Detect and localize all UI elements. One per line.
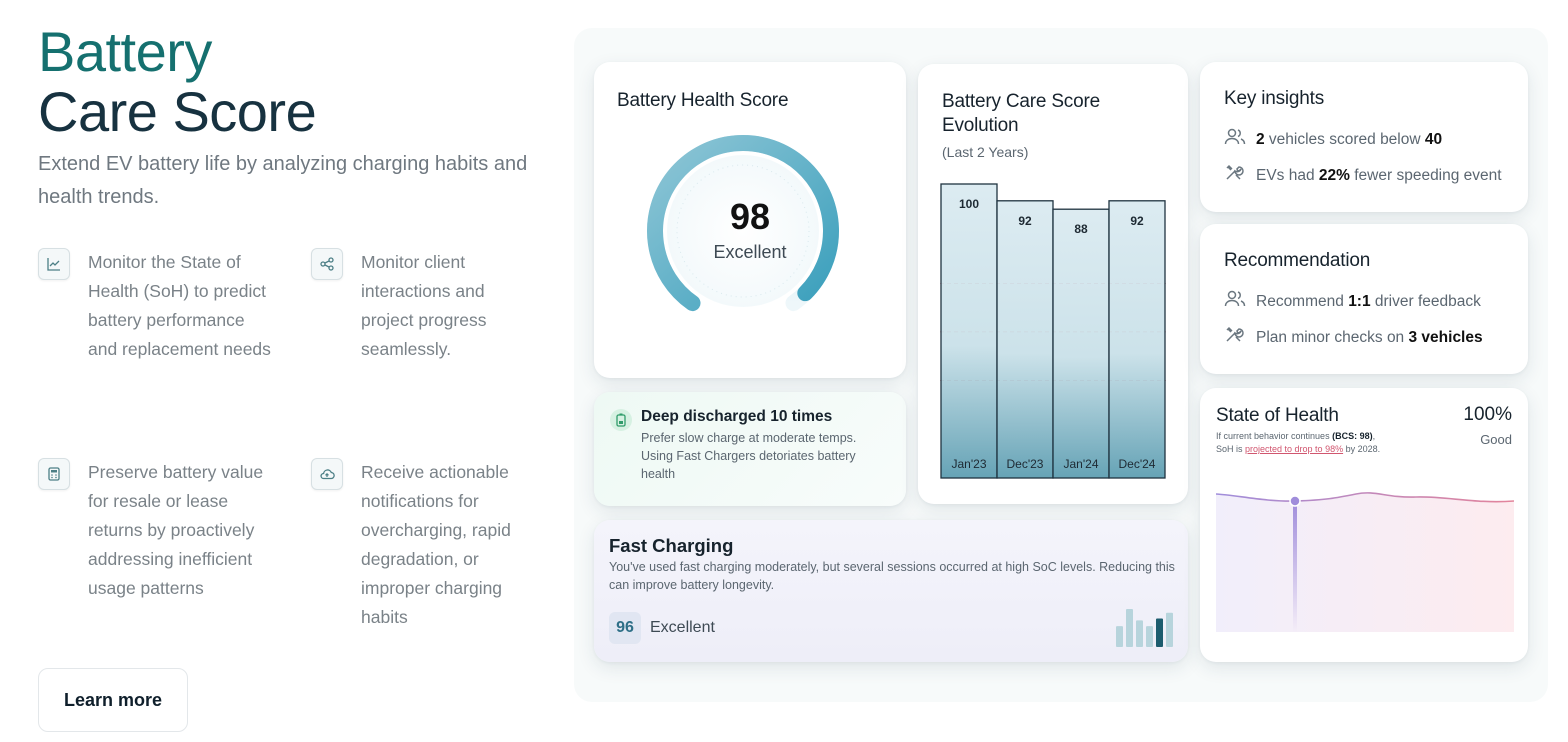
- feature-soh-text: Monitor the State of Health (SoH) to predict battery performance and replacement needs: [88, 252, 271, 359]
- recommendation-row: [1224, 290, 1481, 313]
- tools-icon: [1224, 326, 1246, 349]
- page-subtitle: Extend EV battery life by analyzing charging habits and health trends.: [38, 153, 528, 208]
- chart-x-tick-label: Jan'23: [951, 457, 987, 471]
- fast-charging-card: [594, 520, 1188, 662]
- soh-card: [1200, 388, 1528, 662]
- recommendation-text: Plan minor checks on 3 vehicles: [1256, 328, 1483, 346]
- evolution-title: Battery Care Score Evolution: [942, 91, 1100, 136]
- feature-soh: [38, 248, 278, 364]
- mini-bar: [1156, 619, 1163, 648]
- fast-charging-title: Fast Charging: [609, 535, 734, 556]
- mini-bar: [1166, 613, 1173, 647]
- recommendation-card: [1200, 224, 1528, 374]
- page-title-line1: Battery: [38, 20, 212, 83]
- recommendation-title: Recommendation: [1224, 250, 1371, 271]
- fast-charging-mini-chart: [1114, 608, 1176, 648]
- health-score-card: [594, 62, 906, 378]
- mini-bar: [1136, 620, 1143, 647]
- soh-area: [1216, 493, 1514, 632]
- tools-icon: [1224, 164, 1246, 187]
- recommendation-text: Recommend 1:1 driver feedback: [1256, 292, 1481, 310]
- evolution-bar-chart: [940, 182, 1166, 482]
- page-title: [38, 22, 316, 142]
- insights-title: Key insights: [1224, 88, 1325, 109]
- insights-card: [1200, 62, 1528, 212]
- cloud-sync-icon: [311, 458, 343, 490]
- calculator-icon: [38, 458, 70, 490]
- chart-x-tick-label: Jan'24: [1063, 457, 1099, 471]
- fast-charging-label: Excellent: [650, 619, 715, 636]
- fast-charging-score: 96: [609, 612, 641, 644]
- chart-bar[interactable]: [941, 184, 997, 478]
- soh-title: State of Health: [1216, 405, 1339, 426]
- insight-row: [1224, 128, 1442, 151]
- mini-bar: [1126, 609, 1133, 647]
- mini-bar: [1116, 626, 1123, 647]
- soh-value: 100%: [1463, 404, 1512, 425]
- line-chart-icon: [38, 248, 70, 280]
- users-icon: [1224, 128, 1246, 151]
- soh-cursor[interactable]: [1293, 500, 1297, 632]
- feature-client-text: Monitor client interactions and project progress seamlessly.: [361, 252, 487, 359]
- chart-data-label: 92: [1018, 213, 1032, 228]
- discharge-body: Prefer slow charge at moderate temps. Using Fast Chargers detoriates battery health: [641, 431, 857, 481]
- share-nodes-icon: [311, 248, 343, 280]
- recommendation-row: [1224, 326, 1483, 349]
- mini-bar: [1146, 626, 1153, 647]
- learn-more-button[interactable]: Learn more: [38, 668, 188, 732]
- chart-bar[interactable]: [997, 201, 1053, 478]
- chart-data-label: 92: [1130, 213, 1144, 228]
- chart-bar[interactable]: [1053, 209, 1109, 478]
- chart-x-tick-label: Dec'24: [1118, 457, 1156, 471]
- health-score-value: 98: [729, 196, 771, 237]
- feature-resale: [38, 458, 278, 603]
- chart-data-label: 88: [1074, 222, 1088, 237]
- feature-notify: [311, 458, 536, 632]
- evolution-subtitle: (Last 2 Years): [942, 144, 1029, 160]
- feature-client: [311, 248, 521, 364]
- feature-resale-text: Preserve battery value for resale or lease returns by proactively addressing inefficient usage patterns: [88, 462, 264, 598]
- health-score-label: Excellent: [713, 242, 787, 262]
- soh-note: If current behavior continues (BCS: 98), SoH is projected to drop to 98% by 2028.: [1216, 431, 1381, 454]
- users-icon: [1224, 290, 1246, 313]
- fast-charging-body: You've used fast charging moderately, but several sessions occurred at high SoC levels. Reducing this can improve battery longevity.: [609, 560, 1175, 592]
- health-score-title: Battery Health Score: [617, 90, 789, 111]
- chart-bar[interactable]: [1109, 201, 1165, 478]
- discharge-card: [594, 392, 906, 506]
- discharge-title: Deep discharged 10 times: [641, 408, 833, 425]
- soh-status: Good: [1480, 432, 1512, 447]
- feature-notify-text: Receive actionable notifications for overcharging, rapid degradation, or improper charging habits: [361, 462, 511, 627]
- insight-text: 2 vehicles scored below 40: [1256, 130, 1443, 148]
- evolution-card: [918, 64, 1188, 504]
- battery-icon: [610, 409, 632, 431]
- page-title-line2: Care Score: [38, 80, 317, 143]
- soh-line-chart: [1216, 484, 1514, 634]
- insight-row: [1224, 164, 1514, 187]
- chart-bars: [941, 184, 1165, 478]
- chart-x-tick-label: Dec'23: [1006, 457, 1044, 471]
- insight-text: EVs had 22% fewer speeding event: [1256, 166, 1502, 184]
- soh-projection-link[interactable]: projected to drop to 98%: [1245, 444, 1344, 454]
- chart-data-label: 100: [958, 197, 980, 211]
- soh-marker[interactable]: [1290, 496, 1300, 506]
